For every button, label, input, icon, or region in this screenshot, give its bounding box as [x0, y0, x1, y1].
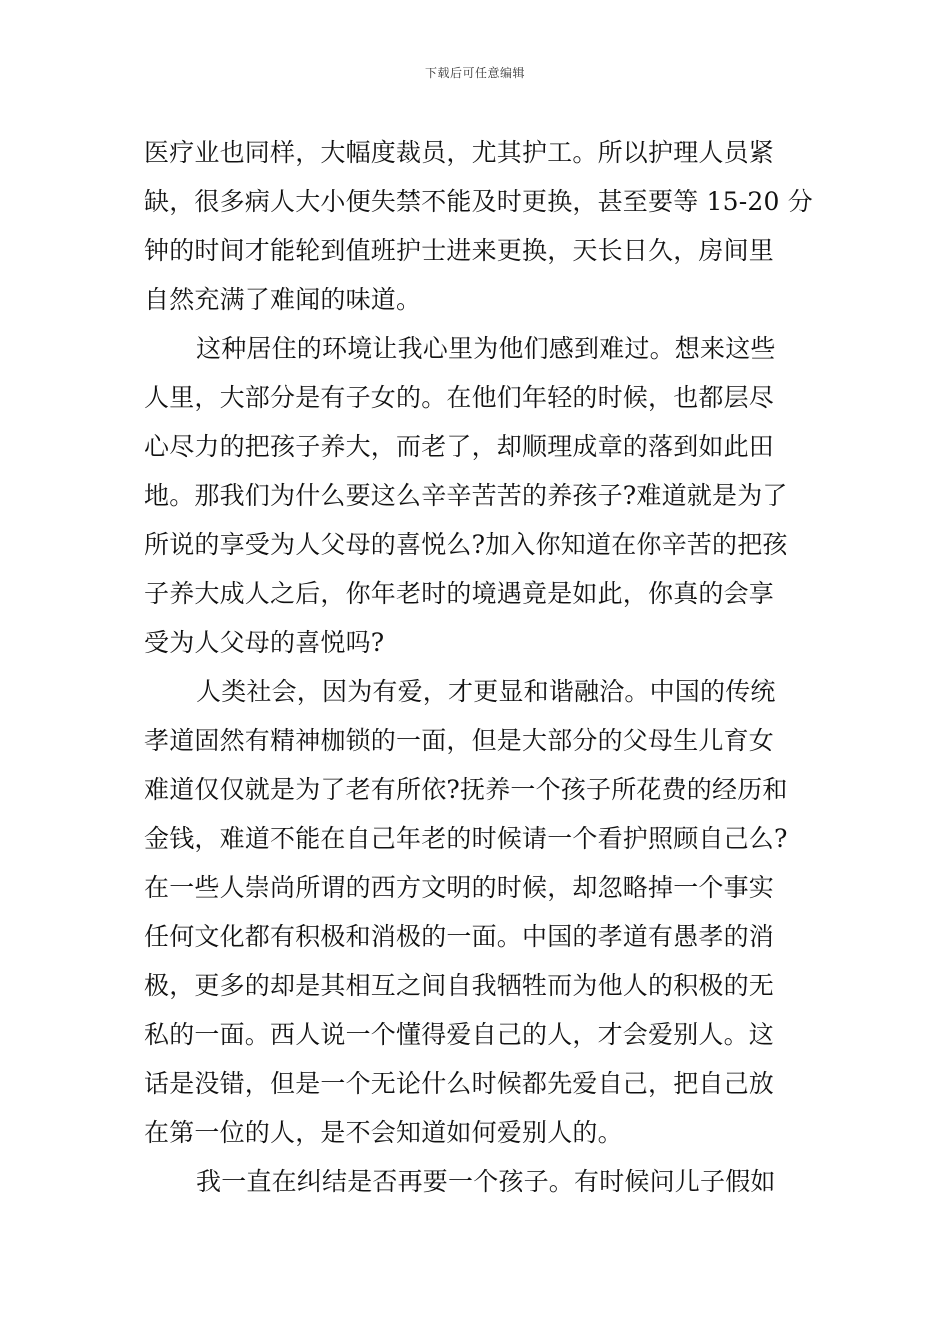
text-line: 缺，很多病人大小便失禁不能及时更换，甚至要等 15-20 分 — [144, 187, 813, 216]
paragraph-first-line: 人类社会，因为有爱，才更显和谐融洽。中国的传统 — [196, 677, 776, 706]
text-line: 受为人父母的喜悦吗? — [144, 628, 385, 657]
text-line: 任何文化都有积极和消极的一面。中国的孝道有愚孝的消 — [144, 922, 775, 951]
text-line: 话是没错，但是一个无论什么时候都先爱自己，把自己放 — [144, 1069, 775, 1098]
document-body — [144, 128, 813, 1206]
text-line: 在第一位的人，是不会知道如何爱别人的。 — [144, 1118, 623, 1147]
text-line: 极，更多的却是其相互之间自我牺牲而为他人的积极的无 — [144, 971, 775, 1000]
text-line: 在一些人崇尚所谓的西方文明的时候，却忽略掉一个事实 — [144, 873, 775, 902]
text-line: 金钱，难道不能在自己年老的时候请一个看护照顾自己么? — [144, 824, 788, 853]
text-line: 人里，大部分是有子女的。在他们年轻的时候，也都层尽 — [144, 383, 775, 412]
text-line: 私的一面。西人说一个懂得爱自己的人，才会爱别人。这 — [144, 1020, 775, 1049]
text-line: 所说的享受为人父母的喜悦么?加入你知道在你辛苦的把孩 — [144, 530, 788, 559]
paragraph-first-line: 我一直在纠结是否再要一个孩子。有时候问儿子假如 — [196, 1167, 776, 1196]
text-line: 医疗业也同样，大幅度裁员，尤其护工。所以护理人员紧 — [144, 138, 775, 167]
text-line: 子养大成人之后，你年老时的境遇竟是如此，你真的会享 — [144, 579, 775, 608]
paragraph-first-line: 这种居住的环境让我心里为他们感到难过。想来这些 — [196, 334, 776, 363]
text-line: 自然充满了难闻的味道。 — [144, 285, 422, 314]
text-line: 心尽力的把孩子养大，而老了，却顺理成章的落到如此田 — [144, 432, 775, 461]
text-line: 钟的时间才能轮到值班护士进来更换，天长日久，房间里 — [144, 236, 775, 265]
text-line: 地。那我们为什么要这么辛辛苦苦的养孩子?难道就是为了 — [144, 481, 788, 510]
text-line: 孝道固然有精神枷锁的一面，但是大部分的父母生儿育女 — [144, 726, 775, 755]
page-header: 下载后可任意编辑 — [424, 66, 525, 80]
text-line: 难道仅仅就是为了老有所依?抚养一个孩子所花费的经历和 — [144, 775, 788, 804]
